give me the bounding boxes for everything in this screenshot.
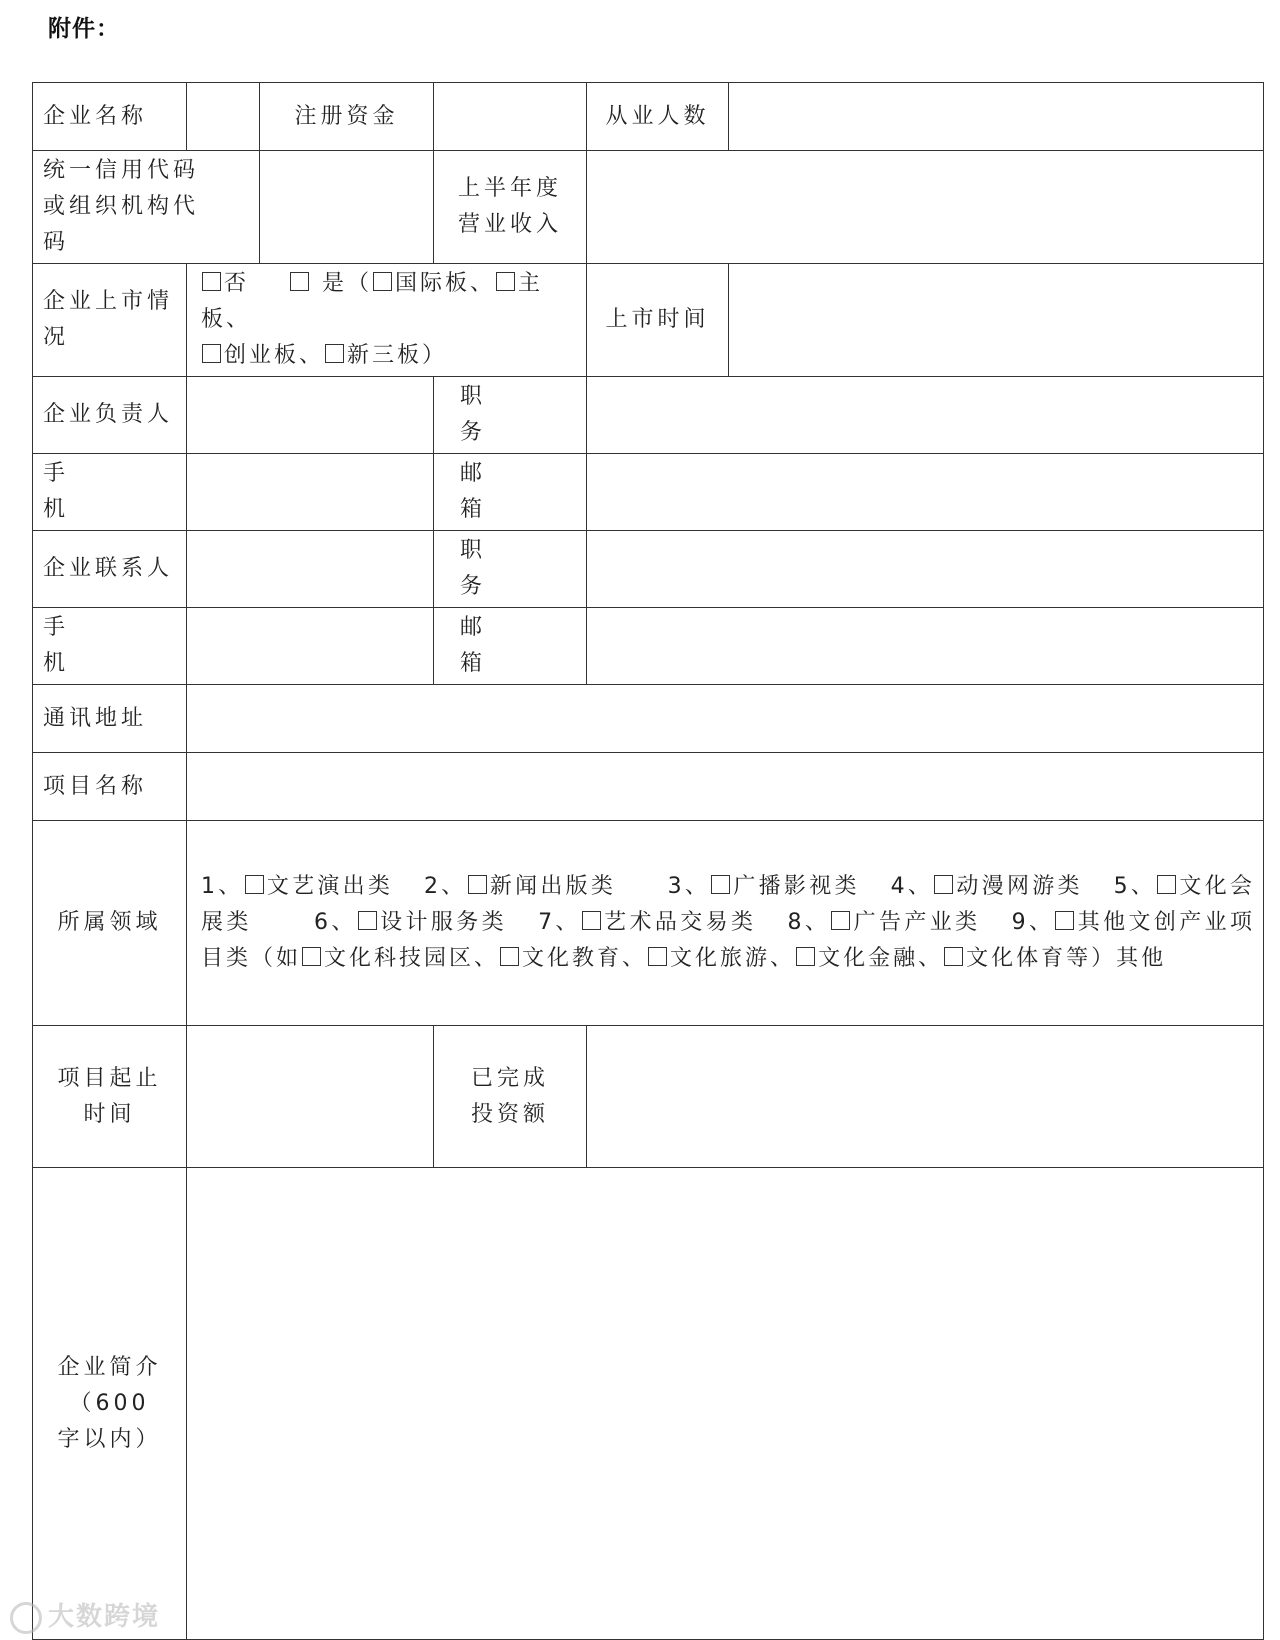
company-head-label: 企业负责人 [33, 377, 187, 454]
head-email-label-cell [434, 454, 587, 531]
head-mobile-label: 手机 [43, 461, 132, 522]
listing-options-cell [187, 264, 587, 377]
domain-sub-3-checkbox[interactable] [648, 947, 667, 966]
domain-sub-2-label: 文化教育、 [522, 946, 648, 971]
domain-sub-1-checkbox[interactable] [302, 947, 321, 966]
domain-4-checkbox[interactable] [934, 875, 953, 894]
head-email-label: 邮箱 [460, 461, 533, 522]
half-year-revenue-label: 上半年度营业收入 [434, 151, 587, 264]
watermark-text: 大数跨境 [48, 1602, 161, 1632]
row-domain [33, 821, 1264, 1026]
domain-3-label: 广播影视类 [733, 874, 860, 899]
watermark-logo-icon [10, 1602, 42, 1634]
domain-9-checkbox[interactable] [1055, 911, 1074, 930]
row-project-name [33, 753, 1264, 821]
company-intro-field[interactable] [187, 1168, 1264, 1640]
domain-6-label: 设计服务类 [379, 910, 507, 935]
listing-status-label: 企业上市情况 [33, 264, 187, 377]
domain-sub-5-label: 文化体育等）其他 [966, 946, 1167, 971]
domain-sub-5-checkbox[interactable] [944, 947, 963, 966]
listing-gem-checkbox[interactable] [202, 344, 221, 363]
contact-position-field[interactable] [587, 531, 1264, 608]
contact-position-label-cell [434, 531, 587, 608]
listing-main-label: 主板、 [201, 271, 544, 332]
domain-sub-1-label: 文化科技园区、 [324, 946, 500, 971]
row-company-intro [33, 1168, 1264, 1640]
completed-investment-field[interactable] [587, 1026, 1264, 1168]
contact-email-label-cell [434, 608, 587, 685]
application-form-table [32, 82, 1264, 1640]
project-name-field[interactable] [187, 753, 1264, 821]
row-credit-code [33, 151, 1264, 264]
listing-intl-checkbox[interactable] [373, 272, 392, 291]
domain-options-cell [187, 821, 1264, 1026]
watermark [10, 1596, 160, 1634]
domain-4-label: 动漫网游类 [956, 874, 1083, 899]
row-company-contact [33, 531, 1264, 608]
row-project-period [33, 1026, 1264, 1168]
domain-7-prefix: 7、 [538, 910, 581, 935]
row-contact-mobile [33, 608, 1264, 685]
domain-7-label: 艺术品交易类 [603, 910, 757, 935]
head-position-field[interactable] [587, 377, 1264, 454]
address-field[interactable] [187, 685, 1264, 753]
credit-code-field[interactable] [260, 151, 434, 264]
listing-main-checkbox[interactable] [496, 272, 515, 291]
domain-options [197, 869, 1257, 977]
domain-sub-3-label: 文化旅游、 [670, 946, 796, 971]
domain-5-checkbox[interactable] [1157, 875, 1176, 894]
company-contact-field[interactable] [187, 531, 434, 608]
contact-email-label: 邮箱 [460, 615, 533, 676]
project-name-label: 项目名称 [33, 753, 187, 821]
listing-time-field[interactable] [729, 264, 1264, 377]
employees-label: 从业人数 [587, 83, 729, 151]
listing-intl-label: 国际板、 [395, 271, 496, 296]
domain-8-prefix: 8、 [787, 910, 831, 935]
domain-sub-2-checkbox[interactable] [500, 947, 519, 966]
listing-yes-label: 是（ [322, 271, 373, 296]
completed-investment-label: 已完成投资额 [434, 1026, 587, 1168]
company-name-field[interactable] [187, 83, 260, 151]
domain-6-prefix: 6、 [313, 910, 357, 935]
domain-6-checkbox[interactable] [358, 911, 377, 930]
head-mobile-label-cell [33, 454, 187, 531]
attachment-label: 附件： [48, 16, 120, 42]
listing-gem-label: 创业板、 [224, 343, 325, 368]
employees-field[interactable] [729, 83, 1264, 151]
domain-2-checkbox[interactable] [468, 875, 487, 894]
domain-9-prefix: 9、 [1011, 910, 1055, 935]
domain-8-checkbox[interactable] [831, 911, 850, 930]
head-position-label: 职务 [460, 384, 533, 445]
half-year-revenue-field[interactable] [587, 151, 1264, 264]
registered-capital-field[interactable] [434, 83, 587, 151]
contact-mobile-label: 手机 [43, 615, 132, 676]
domain-2-prefix: 2、 [424, 874, 467, 899]
listing-yes-checkbox[interactable] [290, 272, 309, 291]
domain-9-label: 其他文创产业项目类（如 [201, 910, 1255, 971]
row-address [33, 685, 1264, 753]
domain-sub-4-label: 文化金融、 [818, 946, 944, 971]
listing-neeq-checkbox[interactable] [325, 344, 344, 363]
domain-4-prefix: 4、 [890, 874, 934, 899]
company-name-label: 企业名称 [33, 83, 187, 151]
domain-3-checkbox[interactable] [711, 875, 730, 894]
domain-3-prefix: 3、 [667, 874, 711, 899]
contact-mobile-label-cell [33, 608, 187, 685]
domain-sub-4-checkbox[interactable] [796, 947, 815, 966]
domain-8-label: 广告产业类 [853, 910, 981, 935]
company-intro-label: 企业简介（600 字以内） [33, 1168, 187, 1640]
domain-7-checkbox[interactable] [582, 911, 601, 930]
listing-no-checkbox[interactable] [202, 272, 221, 291]
project-period-label: 项目起止时间 [33, 1026, 187, 1168]
registered-capital-label: 注册资金 [260, 83, 434, 151]
domain-1-prefix: 1、 [201, 874, 244, 899]
domain-label: 所属领域 [33, 821, 187, 1026]
head-email-field[interactable] [587, 454, 1264, 531]
domain-2-label: 新闻出版类 [489, 874, 617, 899]
head-position-label-cell [434, 377, 587, 454]
domain-1-checkbox[interactable] [245, 875, 264, 894]
credit-code-label: 统一信用代码或组织机构代码 [33, 151, 260, 264]
contact-mobile-field[interactable] [187, 608, 434, 685]
contact-email-field[interactable] [587, 608, 1264, 685]
domain-5-label: 文化会展类 [201, 874, 1255, 935]
row-company-name [33, 83, 1264, 151]
listing-time-label: 上市时间 [587, 264, 729, 377]
contact-position-label: 职务 [460, 538, 533, 599]
head-mobile-field[interactable] [187, 454, 434, 531]
row-head-mobile [33, 454, 1264, 531]
company-head-field[interactable] [187, 377, 434, 454]
row-listing-status [33, 264, 1264, 377]
listing-neeq-label: 新三板） [347, 343, 448, 368]
listing-no-label: 否 [224, 271, 250, 296]
domain-5-prefix: 5、 [1113, 874, 1157, 899]
project-period-field[interactable] [187, 1026, 434, 1168]
domain-1-label: 文艺演出类 [266, 874, 394, 899]
row-company-head [33, 377, 1264, 454]
address-label: 通讯地址 [33, 685, 187, 753]
company-contact-label: 企业联系人 [33, 531, 187, 608]
